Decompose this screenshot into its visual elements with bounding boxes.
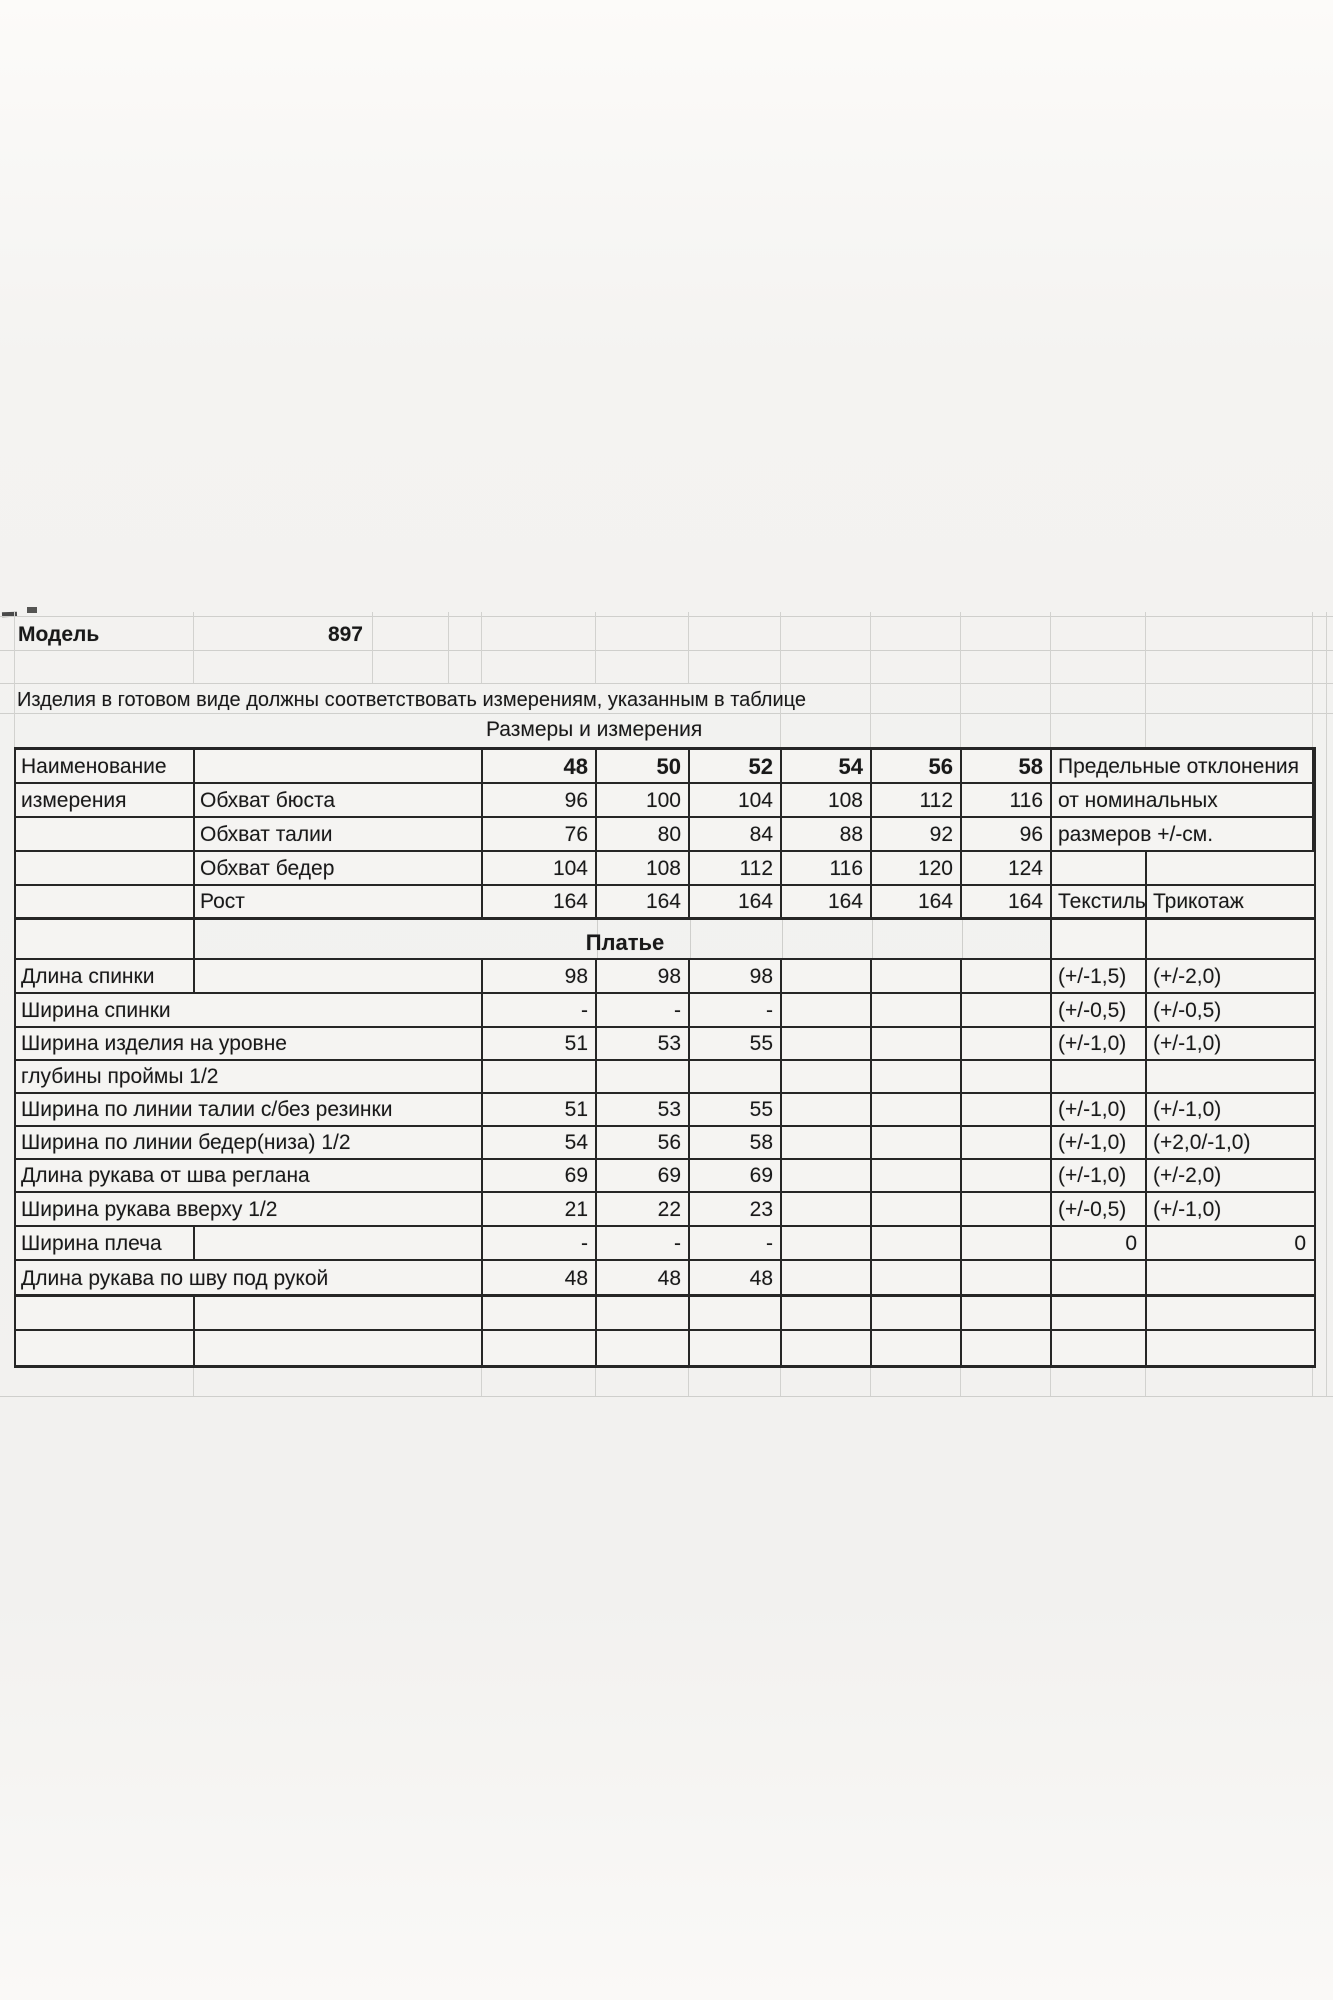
empty-cell <box>195 1331 483 1365</box>
gridline <box>0 1396 1333 1397</box>
value-cell <box>872 1061 962 1092</box>
deviation-cell <box>1147 1061 1314 1092</box>
value-cell: - <box>597 994 690 1026</box>
gridline <box>595 612 596 683</box>
value-cell: 84 <box>690 818 782 850</box>
empty-cell <box>16 920 195 958</box>
value-cell: 48 <box>597 1261 690 1294</box>
value-cell <box>962 1061 1052 1092</box>
size-50-header: 50 <box>597 750 690 782</box>
value-cell <box>962 1094 1052 1125</box>
row-label-cell: Ширина плеча <box>16 1227 195 1259</box>
deviations-header: Предельные отклонения <box>1052 750 1314 782</box>
value-cell: - <box>597 1227 690 1259</box>
value-cell: 116 <box>782 852 872 884</box>
size-56-header: 56 <box>872 750 962 782</box>
table-row <box>16 1160 1314 1193</box>
value-cell: 23 <box>690 1193 782 1225</box>
value-cell <box>962 960 1052 992</box>
value-cell: 21 <box>483 1193 597 1225</box>
table-row <box>16 1127 1314 1160</box>
value-cell <box>782 960 872 992</box>
value-cell: 96 <box>962 818 1052 850</box>
table-row <box>16 1261 1314 1297</box>
header-name-cell: Наименование <box>16 750 195 782</box>
size-58-header: 58 <box>962 750 1052 782</box>
deviation-cell: (+/-1,5) <box>1052 960 1147 992</box>
gridline <box>1326 612 1327 1396</box>
table-row <box>16 1227 1314 1261</box>
gridline <box>780 612 781 747</box>
row-label-cell: Обхват бюста <box>195 784 483 816</box>
value-cell <box>872 1094 962 1125</box>
value-cell <box>872 1127 962 1158</box>
deviation-cell <box>1052 1061 1147 1092</box>
value-cell <box>872 1160 962 1191</box>
value-cell: 80 <box>597 818 690 850</box>
row-label-cell: Ширина по линии талии с/без резинки <box>16 1094 483 1125</box>
row-label-cell <box>16 852 195 884</box>
value-cell: 53 <box>597 1028 690 1059</box>
gridline <box>372 612 373 683</box>
section-title: Платье <box>195 920 1052 958</box>
value-cell: 54 <box>483 1127 597 1158</box>
value-cell <box>962 1127 1052 1158</box>
value-cell: 112 <box>690 852 782 884</box>
value-cell: 98 <box>690 960 782 992</box>
value-cell: 164 <box>782 886 872 917</box>
textile-header-cell: Текстиль <box>1052 886 1147 917</box>
deviation-cell: (+/-0,5) <box>1052 1193 1147 1225</box>
table-row <box>16 1028 1314 1061</box>
empty-cell <box>1147 920 1314 958</box>
value-cell <box>872 1261 962 1294</box>
section-row-dress <box>16 920 1314 960</box>
table-row <box>16 852 1314 886</box>
table-row <box>16 886 1314 920</box>
value-cell <box>962 1028 1052 1059</box>
gridline <box>0 650 1333 651</box>
value-cell: 69 <box>597 1160 690 1191</box>
knitwear-header-cell: Трикотаж <box>1147 886 1314 917</box>
value-cell: 108 <box>597 852 690 884</box>
value-cell: 69 <box>483 1160 597 1191</box>
gridline <box>481 1364 482 1396</box>
deviation-cell: (+/-1,0) <box>1147 1094 1314 1125</box>
row-label-cell: Ширина рукава вверху 1/2 <box>16 1193 483 1225</box>
crop-mark <box>27 607 37 613</box>
value-cell <box>690 1061 782 1092</box>
value-cell: 164 <box>962 886 1052 917</box>
value-cell: 104 <box>483 852 597 884</box>
table-row <box>16 1094 1314 1127</box>
header-empty-cell <box>195 750 483 782</box>
empty-cell <box>195 960 483 992</box>
value-cell: 48 <box>690 1261 782 1294</box>
gridline <box>0 683 1333 684</box>
value-cell <box>782 1160 872 1191</box>
gridline <box>1050 612 1051 747</box>
row-label-cell: глубины проймы 1/2 <box>16 1061 483 1092</box>
deviation-cell: 0 <box>1052 1227 1147 1259</box>
row-label-cell: Длина рукава от шва реглана <box>16 1160 483 1191</box>
products-note: Изделия в готовом виде должны соответствовать измерениям, указанным в таблице <box>17 689 807 711</box>
gridline <box>870 612 871 747</box>
value-cell: - <box>690 994 782 1026</box>
deviation-cell <box>1052 852 1147 884</box>
size-52-header: 52 <box>690 750 782 782</box>
deviation-cell: размеров +/-см. <box>1052 818 1314 850</box>
empty-cell <box>195 1227 483 1259</box>
deviation-cell: (+/-1,0) <box>1147 1028 1314 1059</box>
value-cell: 164 <box>483 886 597 917</box>
value-cell <box>782 994 872 1026</box>
empty-cell <box>195 1297 483 1329</box>
value-cell: 55 <box>690 1028 782 1059</box>
gridline <box>780 1364 781 1396</box>
value-cell: 164 <box>690 886 782 917</box>
empty-cell <box>16 1297 195 1329</box>
value-cell <box>782 1061 872 1092</box>
value-cell <box>483 1061 597 1092</box>
deviation-cell: 0 <box>1147 1227 1314 1259</box>
value-cell <box>872 1227 962 1259</box>
value-cell: 56 <box>597 1127 690 1158</box>
value-cell: 22 <box>597 1193 690 1225</box>
row-label-cell: Обхват талии <box>195 818 483 850</box>
row-label-cell: Обхват бедер <box>195 852 483 884</box>
model-number: 897 <box>327 623 363 646</box>
value-cell <box>872 1028 962 1059</box>
deviation-cell <box>1147 1261 1314 1294</box>
gridline <box>1145 612 1146 747</box>
empty-table-row <box>16 1297 1314 1331</box>
value-cell: - <box>483 1227 597 1259</box>
value-cell <box>597 1061 690 1092</box>
row-label-cell <box>16 886 195 917</box>
table-row <box>16 960 1314 994</box>
value-cell: 76 <box>483 818 597 850</box>
sizes-and-measurements-title: Размеры и измерения <box>486 718 703 741</box>
deviation-cell: (+/-1,0) <box>1052 1127 1147 1158</box>
value-cell <box>962 1261 1052 1294</box>
value-cell: 55 <box>690 1094 782 1125</box>
gridline <box>0 616 1333 617</box>
value-cell: 51 <box>483 1094 597 1125</box>
value-cell: 100 <box>597 784 690 816</box>
value-cell <box>782 1227 872 1259</box>
value-cell: 92 <box>872 818 962 850</box>
value-cell: 98 <box>597 960 690 992</box>
size-54-header: 54 <box>782 750 872 782</box>
gridline <box>1312 1364 1313 1396</box>
value-cell <box>962 1193 1052 1225</box>
gridline <box>448 612 449 683</box>
value-cell <box>962 1227 1052 1259</box>
gridline <box>14 612 15 747</box>
deviation-cell <box>1147 852 1314 884</box>
row-label-cell <box>16 818 195 850</box>
value-cell <box>872 1193 962 1225</box>
gridline <box>960 1364 961 1396</box>
deviation-cell <box>1052 1261 1147 1294</box>
gridline <box>870 1364 871 1396</box>
empty-cell <box>16 1331 195 1365</box>
value-cell: 124 <box>962 852 1052 884</box>
gridline <box>193 1364 194 1396</box>
deviation-cell: (+/-0,5) <box>1052 994 1147 1026</box>
deviation-cell: (+/-0,5) <box>1147 994 1314 1026</box>
gridline <box>688 1364 689 1396</box>
value-cell: 58 <box>690 1127 782 1158</box>
table-row <box>16 784 1314 818</box>
gridline <box>481 612 482 683</box>
row-label-cell: Длина спинки <box>16 960 195 992</box>
value-cell <box>782 1261 872 1294</box>
value-cell: 96 <box>483 784 597 816</box>
deviation-cell: (+/-2,0) <box>1147 960 1314 992</box>
row-label-cell: Длина рукава по шву под рукой <box>16 1261 483 1294</box>
table-row <box>16 994 1314 1028</box>
table-row <box>16 818 1314 852</box>
value-cell <box>782 1094 872 1125</box>
size-48-header: 48 <box>483 750 597 782</box>
value-cell: 53 <box>597 1094 690 1125</box>
deviation-cell: (+/-2,0) <box>1147 1160 1314 1191</box>
gridline <box>1312 612 1313 747</box>
gridline <box>960 612 961 747</box>
gridline <box>688 612 689 683</box>
row-label-cell: Рост <box>195 886 483 917</box>
value-cell <box>782 1028 872 1059</box>
deviation-cell: (+/-1,0) <box>1052 1160 1147 1191</box>
row-label-cell: измерения <box>16 784 195 816</box>
table-row <box>16 1193 1314 1227</box>
value-cell <box>872 960 962 992</box>
value-cell <box>962 1160 1052 1191</box>
value-cell <box>782 1193 872 1225</box>
deviation-cell: (+2,0/-1,0) <box>1147 1127 1314 1158</box>
empty-cell <box>1052 920 1147 958</box>
table-row <box>16 1061 1314 1094</box>
value-cell: 69 <box>690 1160 782 1191</box>
value-cell: - <box>483 994 597 1026</box>
value-cell <box>782 1127 872 1158</box>
gridline <box>595 1364 596 1396</box>
value-cell: 108 <box>782 784 872 816</box>
value-cell <box>872 994 962 1026</box>
value-cell: 48 <box>483 1261 597 1294</box>
deviation-cell: (+/-1,0) <box>1147 1193 1314 1225</box>
table-header-row <box>16 750 1314 784</box>
measurements-table <box>14 747 1316 1368</box>
value-cell: 51 <box>483 1028 597 1059</box>
value-cell <box>962 994 1052 1026</box>
model-label: Модель <box>18 623 100 646</box>
gridline <box>1145 1364 1146 1396</box>
value-cell: - <box>690 1227 782 1259</box>
value-cell: 98 <box>483 960 597 992</box>
deviation-cell: (+/-1,0) <box>1052 1094 1147 1125</box>
value-cell: 120 <box>872 852 962 884</box>
value-cell: 104 <box>690 784 782 816</box>
value-cell: 88 <box>782 818 872 850</box>
row-label-cell: Ширина по линии бедер(низа) 1/2 <box>16 1127 483 1158</box>
row-label-cell: Ширина изделия на уровне <box>16 1028 483 1059</box>
value-cell: 116 <box>962 784 1052 816</box>
gridline <box>1050 1364 1051 1396</box>
value-cell: 164 <box>872 886 962 917</box>
empty-table-row <box>16 1331 1314 1365</box>
row-label-cell: Ширина спинки <box>16 994 483 1026</box>
value-cell: 112 <box>872 784 962 816</box>
deviation-cell: от номинальных <box>1052 784 1314 816</box>
value-cell: 164 <box>597 886 690 917</box>
deviation-cell: (+/-1,0) <box>1052 1028 1147 1059</box>
